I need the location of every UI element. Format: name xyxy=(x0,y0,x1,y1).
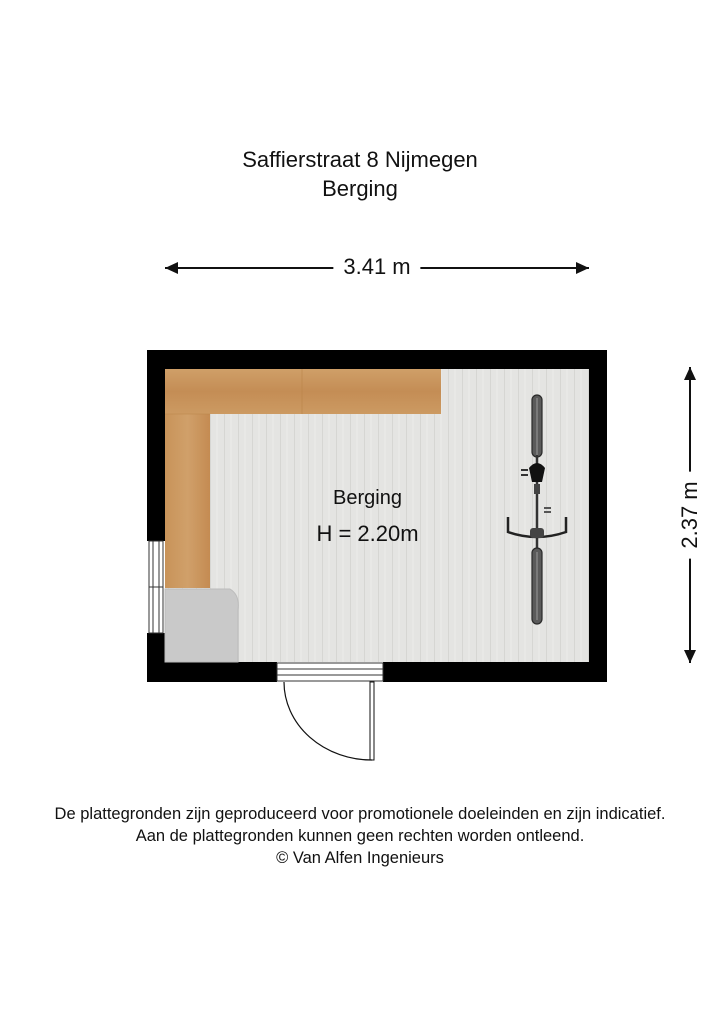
floor-name: Berging xyxy=(322,176,398,201)
width-label: 3.41 m xyxy=(333,254,420,280)
door-swing-icon xyxy=(284,682,374,760)
disclaimer-line-2: Aan de plattegronden kunnen geen rechten worden ontleend. xyxy=(135,827,585,845)
copyright-line: © Van Alfen Ingenieurs xyxy=(276,849,444,867)
disclaimer-line-1: De plattegronden zijn geproduceerd voor promotionele doeleinden en zijn indicatief. xyxy=(54,805,666,823)
address-title: Saffierstraat 8 Nijmegen xyxy=(242,147,478,172)
room-height-label: H = 2.20m xyxy=(316,521,419,546)
appliance-unit xyxy=(165,589,238,662)
disclaimer xyxy=(0,803,720,869)
counter-top xyxy=(165,369,441,414)
room-name-label: Berging xyxy=(333,487,402,509)
door-opening xyxy=(277,662,383,682)
counter-side xyxy=(165,414,210,588)
depth-label: 2.37 m xyxy=(677,471,703,558)
